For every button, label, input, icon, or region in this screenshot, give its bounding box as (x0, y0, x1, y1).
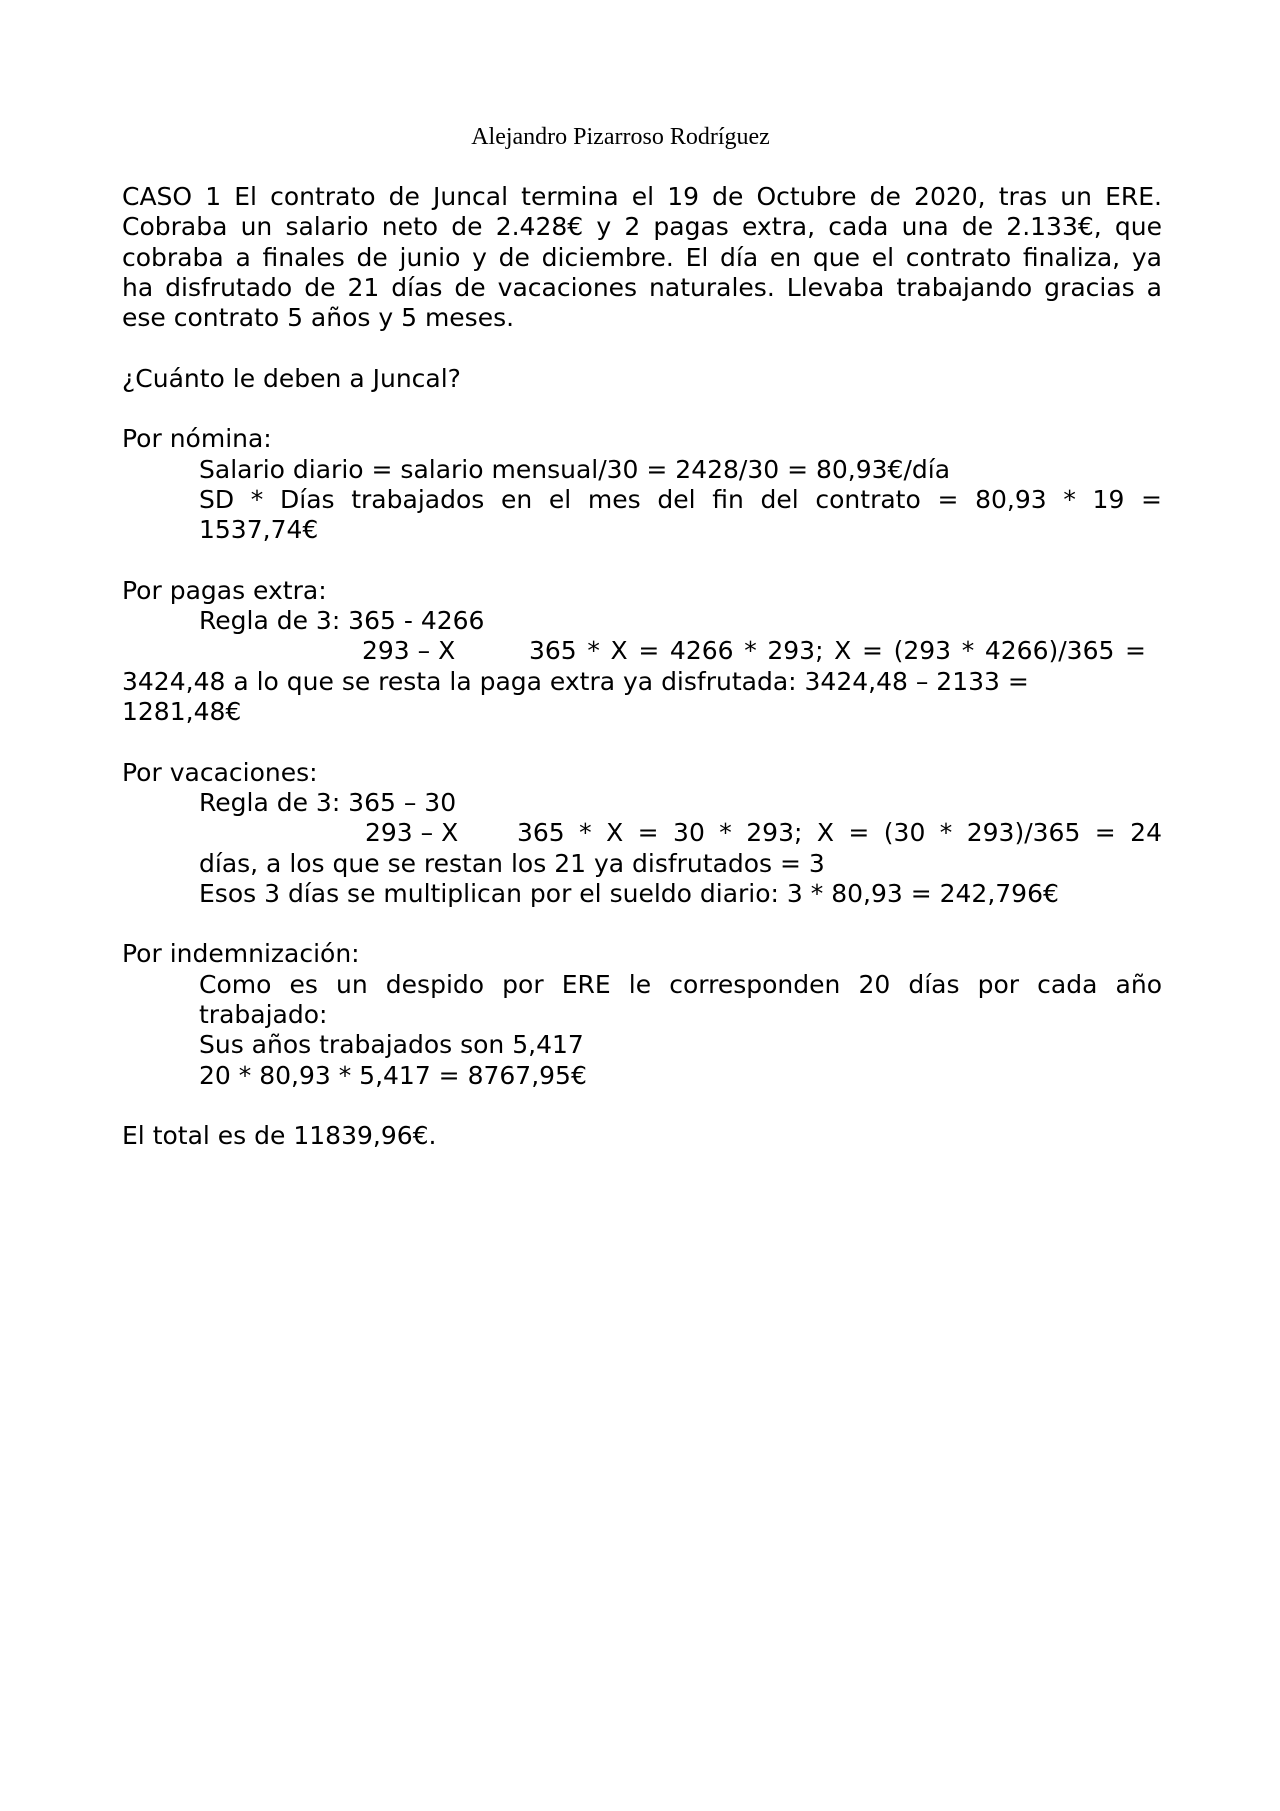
spacer (122, 1091, 1162, 1121)
indemnizacion-line-text: Como es un despido por ERE le corresponden 20 días por cada año (199, 969, 1162, 999)
pagas-line: 1281,48€ (122, 697, 242, 727)
indemnizacion-line: 20 * 80,93 * 5,417 = 8767,95€ (199, 1060, 587, 1090)
intro-line: CASO 1 El contrato de Juncal termina el 19 de Octubre de 2020, tras un ERE. (122, 182, 1162, 211)
nomina-line: 1537,74€ (199, 515, 319, 545)
section-heading-indemnizacion: Por indemnización: (122, 939, 360, 969)
vacaciones-rule-equation: 365 * X = 30 * 293; X = (30 * 293)/365 = 24 (517, 818, 1162, 848)
section-heading-nomina: Por nómina: (122, 424, 272, 454)
indemnizacion-line: Sus años trabajados son 5,417 (199, 1030, 584, 1060)
pagas-line: 3424,48 a lo que se resta la paga extra ya disfrutada: 3424,48 – 2133 = (122, 666, 1029, 696)
pagas-line (122, 636, 1162, 666)
total-line: El total es de 11839,96€. (122, 1121, 437, 1151)
pagas-rule-equation: 365 * X = 4266 * 293; X = (293 * 4266)/365 = (529, 636, 1146, 666)
section-heading-pagas: Por pagas extra: (122, 575, 327, 605)
spacer (122, 333, 1162, 363)
intro-line: Cobraba un salario neto de 2.428€ y 2 pagas extra, cada una de 2.133€, que (122, 212, 1162, 242)
spacer (122, 546, 1162, 576)
intro-line: ese contrato 5 años y 5 meses. (122, 303, 515, 333)
indemnizacion-line (122, 970, 1162, 1000)
author-name: Alejandro Pizarroso Rodríguez (471, 124, 770, 150)
vacaciones-line: Regla de 3: 365 – 30 (199, 787, 457, 817)
vacaciones-line: Esos 3 días se multiplican por el sueldo diario: 3 * 80,93 = 242,796€ (199, 878, 1059, 908)
spacer (122, 727, 1162, 757)
nomina-line: Salario diario = salario mensual/30 = 2428/30 = 80,93€/día (199, 454, 951, 484)
section-heading-vacaciones: Por vacaciones: (122, 757, 318, 787)
intro-line: ha disfrutado de 21 días de vacaciones naturales. Llevaba trabajando gracias a (122, 272, 1162, 302)
vacaciones-line: días, a los que se restan los 21 ya disfrutados = 3 (199, 848, 825, 878)
pagas-line: Regla de 3: 365 - 4266 (199, 606, 485, 636)
vacaciones-rule-term: 293 – X (365, 818, 459, 848)
spacer (122, 394, 1162, 424)
vacaciones-line (122, 818, 1162, 848)
spacer (122, 909, 1162, 939)
indemnizacion-line: trabajado: (199, 1000, 328, 1030)
intro-line: cobraba a finales de junio y de diciembre. El día en que el contrato finaliza, ya (122, 242, 1162, 272)
document-body (122, 182, 1162, 1152)
pagas-rule-term: 293 – X (362, 636, 456, 666)
nomina-line-text: SD * Días trabajados en el mes del fin del contrato = 80,93 * 19 = (199, 484, 1162, 514)
nomina-line (122, 485, 1162, 515)
question: ¿Cuánto le deben a Juncal? (122, 363, 461, 393)
